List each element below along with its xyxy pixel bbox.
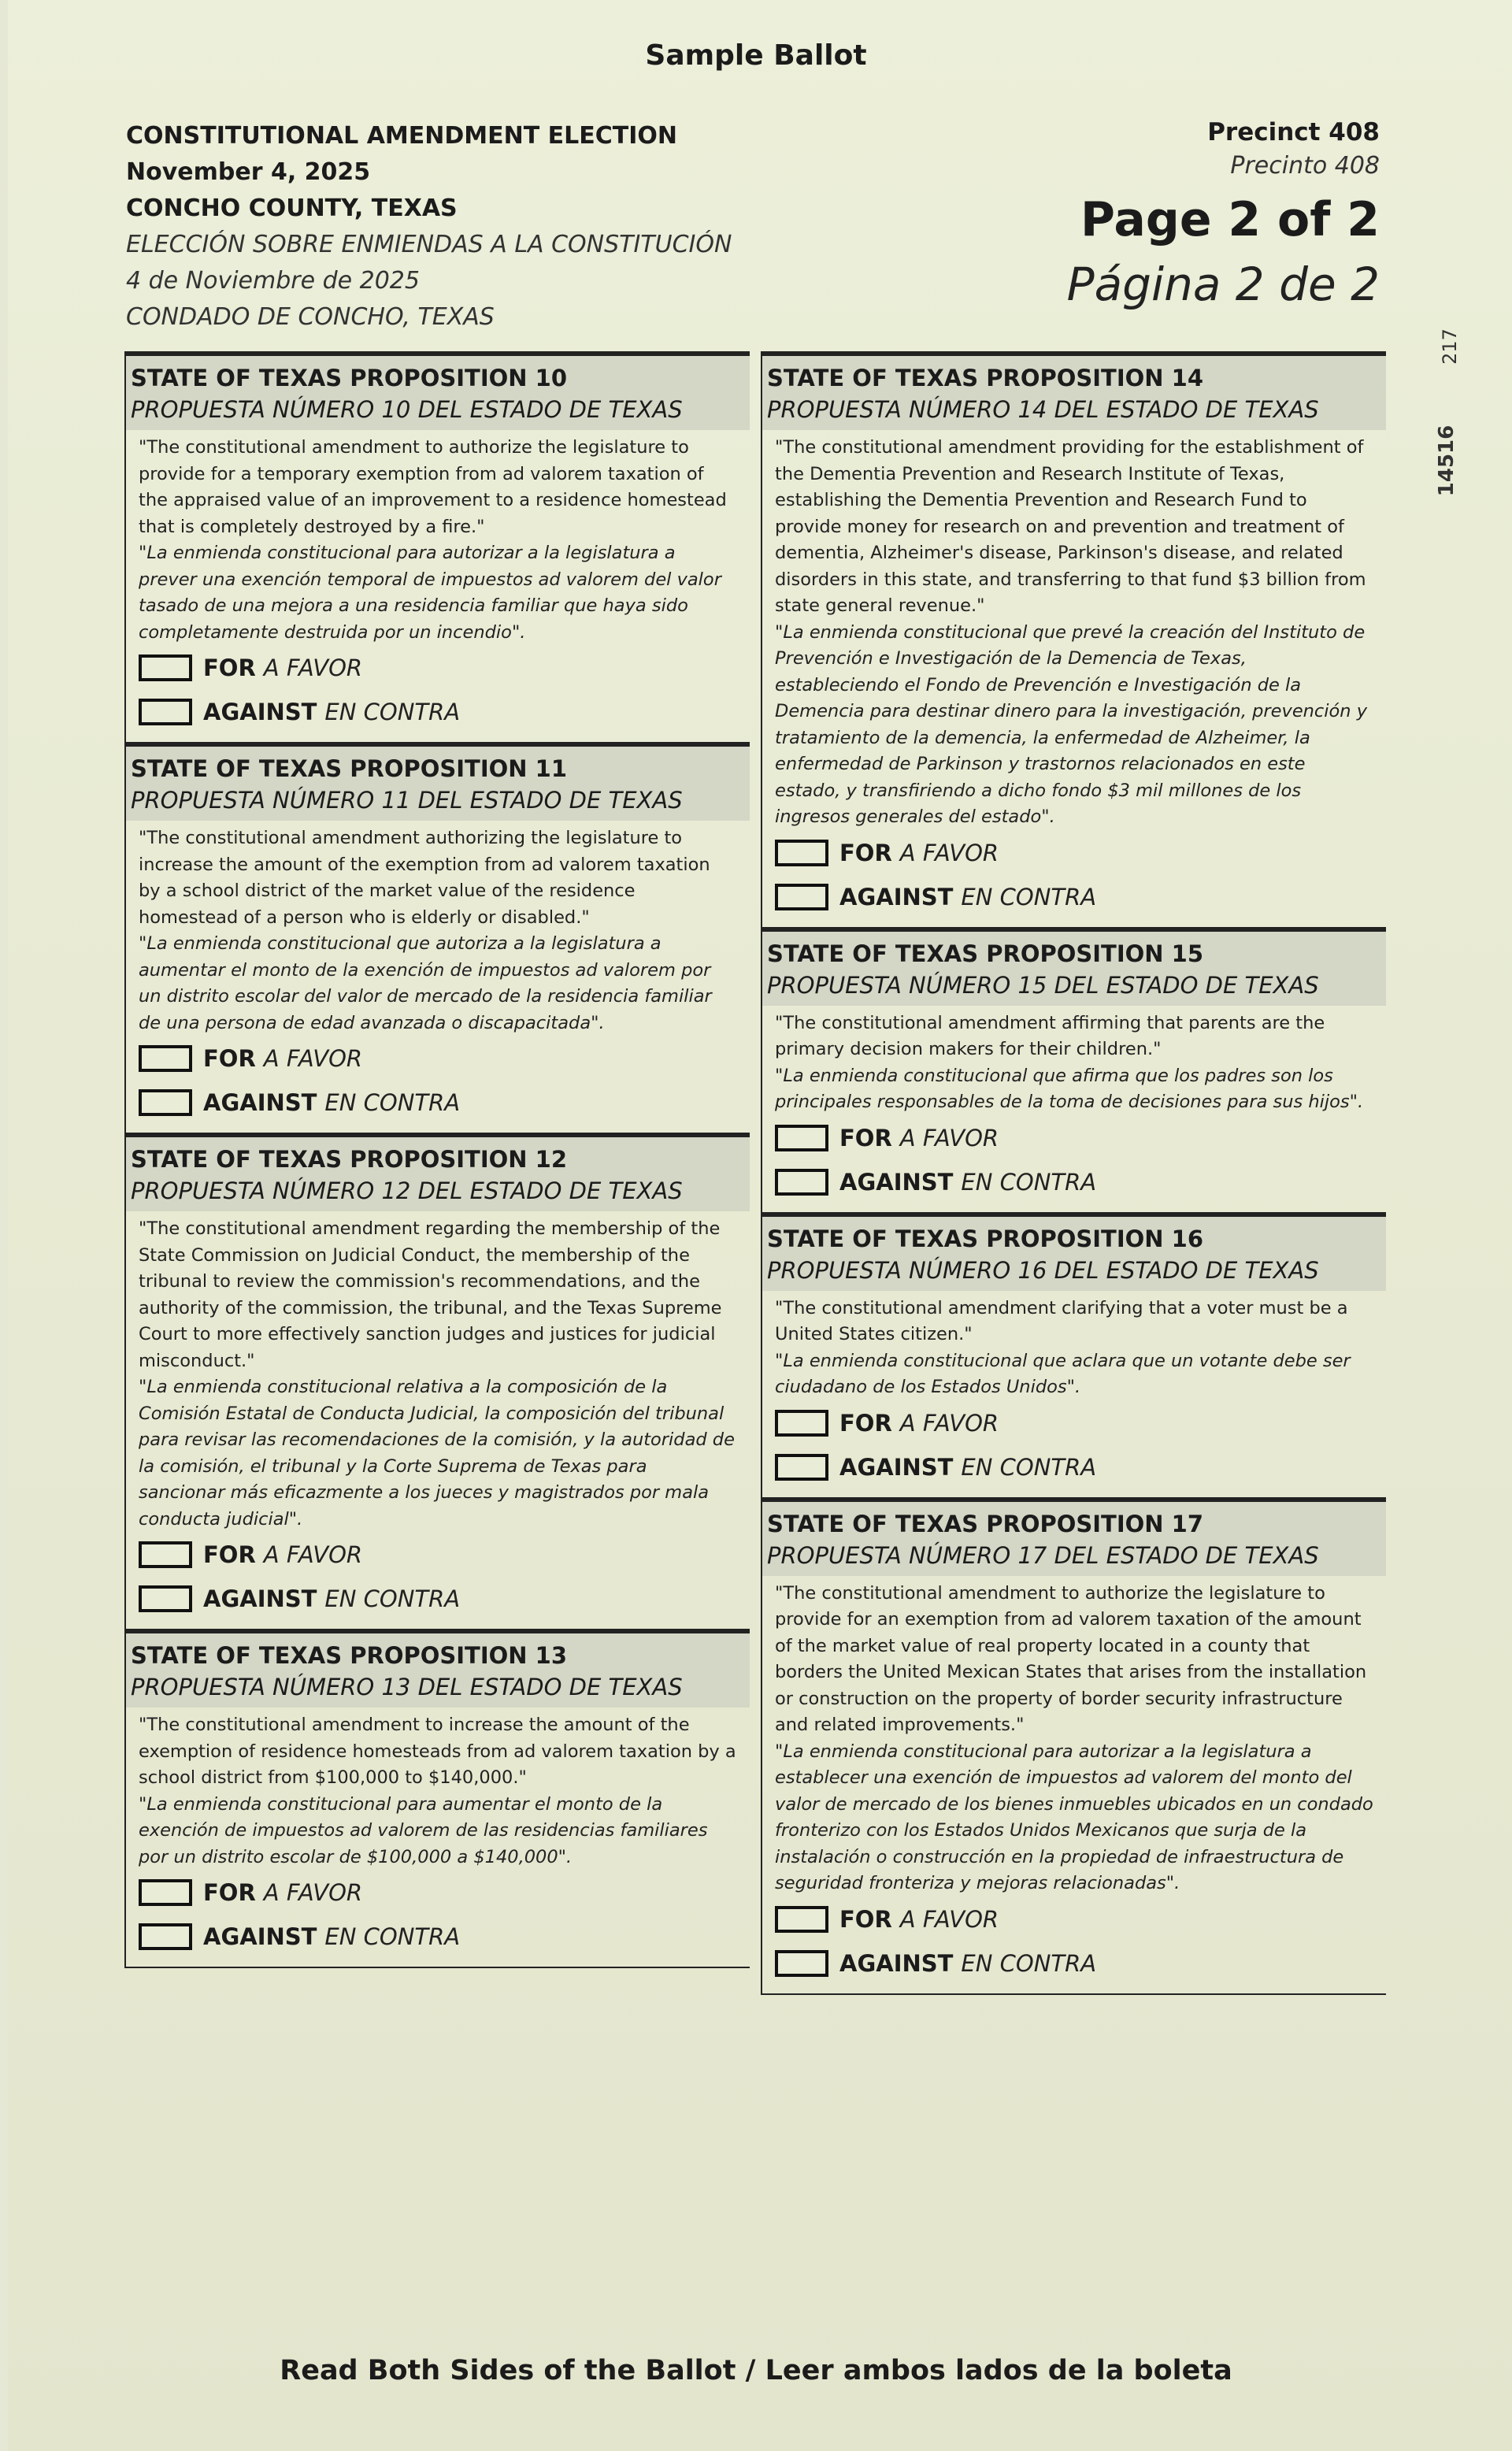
vote-box-against[interactable] xyxy=(775,1950,828,1977)
vote-box-against[interactable] xyxy=(139,1923,192,1950)
side-number-bold: 14516 xyxy=(1435,425,1459,497)
proposition-title: STATE OF TEXAS PROPOSITION 15 xyxy=(767,940,1204,967)
choice-against[interactable] xyxy=(139,1081,737,1125)
choice-against-label-es: EN CONTRA xyxy=(324,1089,461,1116)
vote-box-against[interactable] xyxy=(775,1454,828,1481)
proposition xyxy=(762,1497,1386,1993)
proposition-body xyxy=(762,1291,1386,1489)
proposition xyxy=(762,1212,1386,1497)
proposition-text: "The constitutional amendment affirming that parents are the primary decision makers for their children." xyxy=(775,1012,1325,1059)
election-name-es: ELECCIÓN SOBRE ENMIENDAS A LA CONSTITUCIÓN xyxy=(126,231,732,258)
proposition-text-es: "La enmienda constitucional que aclara que un votante debe ser ciudadano de los Estados Unidos". xyxy=(775,1350,1351,1397)
proposition-header xyxy=(762,1502,1386,1576)
right-column xyxy=(761,351,1386,1995)
choice-against[interactable] xyxy=(139,690,737,734)
choice-against[interactable] xyxy=(775,1941,1373,1986)
proposition-title: STATE OF TEXAS PROPOSITION 16 xyxy=(767,1225,1204,1252)
proposition-text-es: "La enmienda constitucional que autoriza a la legislatura a aumentar el monto de la exención de impuestos ad valorem por un distrito escolar del valor de mercado de la residencia familiar de una persona de edad avanzada o discapacitada". xyxy=(139,933,712,1033)
election-date: November 4, 2025 xyxy=(126,158,371,186)
page-title: Sample Ballot xyxy=(645,39,867,72)
proposition-title: STATE OF TEXAS PROPOSITION 11 xyxy=(131,755,568,782)
vote-box-against[interactable] xyxy=(775,1169,828,1196)
vote-box-against[interactable] xyxy=(139,1089,192,1116)
choice-for-label: FOR xyxy=(839,1409,892,1437)
proposition-title: STATE OF TEXAS PROPOSITION 12 xyxy=(131,1146,568,1173)
proposition-title: STATE OF TEXAS PROPOSITION 13 xyxy=(131,1642,568,1669)
proposition-body xyxy=(762,430,1386,919)
proposition-text: "The constitutional amendment to authorize the legislature to provide for a temporary exemption from ad valorem taxation of the appraised value of an improvement to a residence homestead that is completely destroyed by a fire." xyxy=(139,437,727,537)
proposition xyxy=(126,351,750,742)
choice-against[interactable] xyxy=(775,1445,1373,1489)
choice-against-label-es: EN CONTRA xyxy=(324,1923,461,1950)
choice-against-label-es: EN CONTRA xyxy=(324,699,461,725)
proposition-title-es: PROPUESTA NÚMERO 14 DEL ESTADO DE TEXAS xyxy=(767,396,1319,423)
proposition-body xyxy=(126,821,750,1125)
proposition-header xyxy=(126,1633,750,1708)
proposition-header xyxy=(126,1137,750,1211)
choice-against-label: AGAINST xyxy=(203,1089,317,1116)
proposition-header xyxy=(126,747,750,821)
choice-for-label-es: A FAVOR xyxy=(899,839,999,866)
proposition-title-es: PROPUESTA NÚMERO 17 DEL ESTADO DE TEXAS xyxy=(767,1541,1319,1569)
footer-notice: Read Both Sides of the Ballot / Leer ambos lados de la boleta xyxy=(280,2355,1232,2386)
choice-for-label: FOR xyxy=(203,1541,256,1568)
proposition-title-es: PROPUESTA NÚMERO 16 DEL ESTADO DE TEXAS xyxy=(767,1256,1319,1284)
election-county-es: CONDADO DE CONCHO, TEXAS xyxy=(126,303,495,331)
proposition-header xyxy=(762,356,1386,430)
page-number-es: Página 2 de 2 xyxy=(1066,258,1380,311)
proposition xyxy=(126,1629,750,1967)
choice-against[interactable] xyxy=(775,875,1373,919)
choice-for[interactable] xyxy=(139,1871,737,1915)
choice-against-label-es: EN CONTRA xyxy=(961,1949,1097,1977)
choice-for-label: FOR xyxy=(839,1124,892,1151)
proposition-text: "The constitutional amendment regarding the membership of the State Commission on Judicial Conduct, the membership of the tribunal to review the commission's recommendations, and the authority of the commission, the tribunal, and the Texas Supreme Court to more effectively sanction judges and justices for judicial misconduct." xyxy=(139,1218,722,1371)
choice-for-label: FOR xyxy=(839,1905,892,1933)
vote-box-for[interactable] xyxy=(139,1045,192,1072)
choice-for-label: FOR xyxy=(203,1045,256,1072)
proposition xyxy=(126,1133,750,1629)
page-number: Page 2 of 2 xyxy=(1080,192,1380,247)
proposition-text-es: "La enmienda constitucional para autorizar a la legislatura a establecer una exención de impuestos ad valorem del monto del valor de mercado de los bienes inmuebles ubicados en un condado fronterizo con los Estados Unidos Mexicanos que surja de la instalación o construcción en la propiedad de infraestructura de seguridad fronteriza y mejoras relacionadas". xyxy=(775,1741,1373,1893)
vote-box-against[interactable] xyxy=(775,884,828,910)
proposition-title-es: PROPUESTA NÚMERO 13 DEL ESTADO DE TEXAS xyxy=(131,1674,683,1700)
proposition-text-es: "La enmienda constitucional para autorizar a la legislatura a prever una exención temporal de impuestos ad valorem del valor tasado de una mejora a una residencia familiar que haya sido completamente destruida por un incendio". xyxy=(139,543,721,643)
choice-against-label-es: EN CONTRA xyxy=(961,1168,1097,1196)
choice-against[interactable] xyxy=(775,1160,1373,1204)
proposition-header xyxy=(762,932,1386,1006)
choice-for-label-es: A FAVOR xyxy=(263,1045,363,1072)
choice-against[interactable] xyxy=(139,1577,737,1621)
proposition-text: "The constitutional amendment to increase the amount of the exemption of residence homesteads from ad valorem taxation by a school district from $100,000 to $140,000." xyxy=(139,1715,736,1788)
side-number-small: 217 xyxy=(1438,328,1461,365)
election-header xyxy=(126,118,756,336)
choice-against-label: AGAINST xyxy=(839,1453,954,1481)
choice-for-label-es: A FAVOR xyxy=(899,1124,999,1151)
proposition-header xyxy=(126,356,750,430)
proposition-text-es: "La enmienda constitucional que afirma que los padres son los principales responsables de la toma de decisiones para sus hijos". xyxy=(775,1065,1364,1112)
choice-against[interactable] xyxy=(139,1915,737,1959)
election-name: CONSTITUTIONAL AMENDMENT ELECTION xyxy=(126,122,677,150)
proposition-title-es: PROPUESTA NÚMERO 15 DEL ESTADO DE TEXAS xyxy=(767,971,1319,999)
choice-against-label: AGAINST xyxy=(839,883,954,910)
proposition-body xyxy=(762,1576,1386,1986)
vote-box-for[interactable] xyxy=(139,1541,192,1568)
proposition-body xyxy=(762,1006,1386,1204)
proposition-body xyxy=(126,430,750,734)
proposition-text-es: "La enmienda constitucional que prevé la creación del Instituto de Prevención e Investigación de la Demencia de Texas, estableciendo el Fondo de Prevención e Investigación de la Demencia para destinar dinero para la investigación, prevención y tratamiento de la demencia, la enfermedad de Alzheimer, la enfermedad de Parkinson y trastornos relacionados en este estado, y transfiriendo a dicho fondo $3 mil millones de los ingresos generales del estado". xyxy=(775,621,1368,827)
left-column xyxy=(124,351,750,1968)
proposition-title: STATE OF TEXAS PROPOSITION 14 xyxy=(767,365,1204,391)
proposition-text: "The constitutional amendment clarifying that a voter must be a United States citizen." xyxy=(775,1297,1348,1344)
proposition-text: "The constitutional amendment providing for the establishment of the Dementia Prevention and Research Institute of Texas, establishing the Dementia Prevention and Research Fund to provide money for research on and prevention and treatment of dementia, Alzheimer's disease, Parkinson's disease, and related disorders in this state, and transferring to that fund $3 billion from state general revenue." xyxy=(775,437,1366,616)
proposition xyxy=(126,742,750,1133)
choice-for[interactable] xyxy=(775,1116,1373,1160)
choice-for-label-es: A FAVOR xyxy=(899,1409,999,1437)
precinct-label: Precinct 408 xyxy=(1207,118,1380,146)
choice-against-label: AGAINST xyxy=(839,1168,954,1196)
choice-against-label-es: EN CONTRA xyxy=(961,883,1097,910)
choice-for[interactable] xyxy=(775,1401,1373,1445)
precinct-label-es: Precinto 408 xyxy=(1230,152,1380,180)
proposition-body xyxy=(126,1708,750,1959)
column-end-rule xyxy=(126,1967,750,1968)
choice-for-label: FOR xyxy=(203,1879,256,1906)
choice-for[interactable] xyxy=(139,646,737,690)
vote-box-against[interactable] xyxy=(139,699,192,725)
column-end-rule xyxy=(762,1993,1386,1995)
choice-against-label-es: EN CONTRA xyxy=(324,1585,461,1612)
choice-against-label: AGAINST xyxy=(839,1949,954,1977)
vote-box-for[interactable] xyxy=(775,840,828,866)
choice-for[interactable] xyxy=(139,1036,737,1081)
choice-against-label: AGAINST xyxy=(203,1923,317,1950)
vote-box-for[interactable] xyxy=(775,1906,828,1933)
proposition-text: "The constitutional amendment to authorize the legislature to provide for an exemption from ad valorem taxation of the amount of the market value of real property located in a county that borders the United Mexican States that arises from the installation or construction on the property of border security infrastructure and related improvements." xyxy=(775,1582,1367,1735)
proposition-title-es: PROPUESTA NÚMERO 12 DEL ESTADO DE TEXAS xyxy=(131,1177,683,1204)
choice-for-label: FOR xyxy=(203,654,256,681)
vote-box-against[interactable] xyxy=(139,1585,192,1612)
choice-for-label-es: A FAVOR xyxy=(263,654,363,681)
vote-box-for[interactable] xyxy=(775,1410,828,1437)
election-date-es: 4 de Noviembre de 2025 xyxy=(126,267,420,295)
election-county: CONCHO COUNTY, TEXAS xyxy=(126,195,458,222)
choice-for-label-es: A FAVOR xyxy=(263,1541,363,1568)
proposition-title-es: PROPUESTA NÚMERO 10 DEL ESTADO DE TEXAS xyxy=(131,396,683,423)
choice-for[interactable] xyxy=(775,1897,1373,1941)
proposition-title: STATE OF TEXAS PROPOSITION 17 xyxy=(767,1510,1204,1537)
proposition-text-es: "La enmienda constitucional relativa a la composición de la Comisión Estatal de Conducta Judicial, la composición del tribunal para revisar las recomendaciones de la comisión, y la autoridad de la comisión, el tribunal y la Corte Suprema de Texas para sancionar más eficazmente a los jueces y magistrados por mala conducta judicial". xyxy=(139,1377,735,1530)
choice-for-label-es: A FAVOR xyxy=(899,1905,999,1933)
vote-box-for[interactable] xyxy=(139,654,192,681)
choice-against-label-es: EN CONTRA xyxy=(961,1453,1097,1481)
proposition-body xyxy=(126,1211,750,1621)
vote-box-for[interactable] xyxy=(775,1125,828,1151)
proposition-text: "The constitutional amendment authorizing the legislature to increase the amount of the exemption from ad valorem taxation by a school district of the market value of the residence homestead of a person who is elderly or disabled." xyxy=(139,828,710,928)
vote-box-for[interactable] xyxy=(139,1879,192,1906)
proposition xyxy=(762,927,1386,1212)
proposition-title-es: PROPUESTA NÚMERO 11 DEL ESTADO DE TEXAS xyxy=(131,787,683,814)
choice-against-label: AGAINST xyxy=(203,699,317,725)
choice-for[interactable] xyxy=(775,831,1373,875)
choice-for[interactable] xyxy=(139,1533,737,1577)
choice-for-label-es: A FAVOR xyxy=(263,1879,363,1906)
proposition xyxy=(762,351,1386,927)
proposition-title: STATE OF TEXAS PROPOSITION 10 xyxy=(131,365,568,391)
proposition-header xyxy=(762,1217,1386,1291)
precinct-header xyxy=(907,115,1380,315)
choice-for-label: FOR xyxy=(839,839,892,866)
proposition-text-es: "La enmienda constitucional para aumentar el monto de la exención de impuestos ad valorem de las residencias familiares por un distrito escolar de $100,000 a $140,000". xyxy=(139,1793,708,1867)
choice-against-label: AGAINST xyxy=(203,1585,317,1612)
